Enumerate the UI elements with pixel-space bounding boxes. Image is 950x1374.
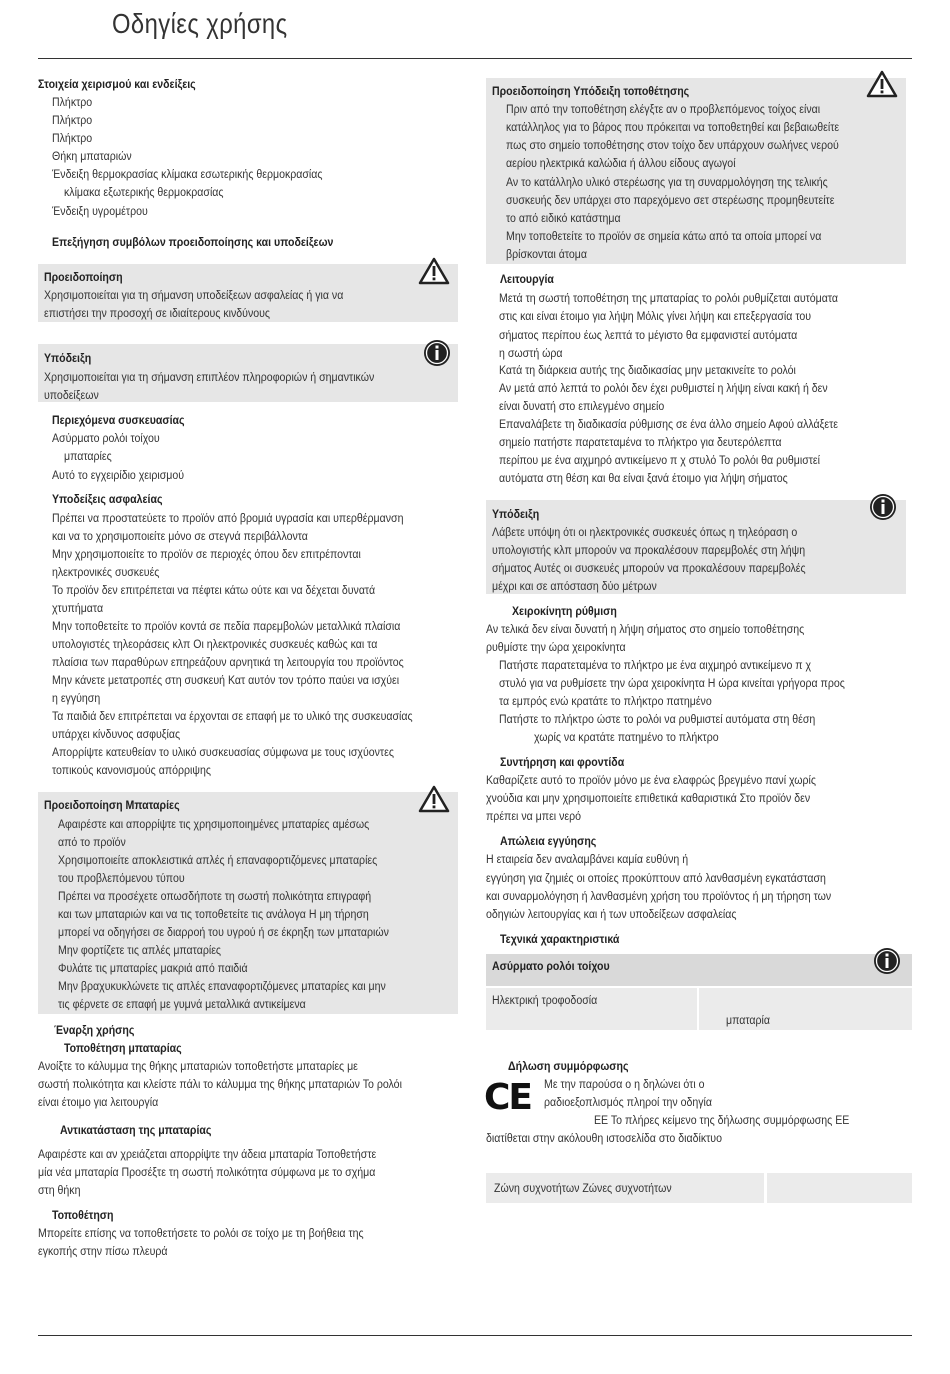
- safety-line: ηλεκτρονικές συσκευές: [52, 567, 160, 579]
- note2-line: σήματος Αυτές οι συσκευές μπορούν να προκαλέσουν παρεμβολές: [492, 563, 806, 575]
- function-heading: Λειτουργία: [500, 274, 554, 286]
- manual-heading: Χειροκίνητη ρύθμιση: [512, 606, 617, 618]
- note2-title: Υπόδειξη: [492, 509, 540, 521]
- mount-warning-line: συσκευής δεν υπάρχει στο παρεχόμενο σετ στερέωσης προμηθευτείτε: [506, 195, 835, 207]
- note-text: Χρησιμοποιείται για τη σήμανση επιπλέον πληροφοριών ή σημαντικών: [44, 372, 375, 384]
- warning-triangle-icon: [866, 70, 898, 98]
- safety-line: Μην κάνετε μετατροπές στη συσκευή Κατ αυτόν τον τρόπο παύει να ισχύει: [52, 675, 400, 687]
- footer-rule: [38, 1335, 912, 1336]
- mount-line: Μπορείτε επίσης να τοποθετήσετε το ρολόι σε τοίχο με τη βοήθεια της: [38, 1228, 364, 1240]
- tech-power-label: Ηλεκτρική τροφοδοσία: [492, 995, 598, 1007]
- warranty-line: οδηγιών λειτουργίας και ή των υποδείξεων ασφαλείας: [486, 909, 737, 921]
- tech-table-header-label: Ασύρματο ρολόι τοίχου: [492, 961, 610, 973]
- safety-line: η εγγύηση: [52, 693, 101, 705]
- control-item: Ένδειξη θερμοκρασίας κλίμακα εσωτερικής θερμοκρασίας: [52, 169, 323, 181]
- mount-warning-line: Αν το κατάλληλο υλικό στερέωσης για τη συναρμολόγηση της τελικής: [506, 177, 828, 189]
- freq-label: Ζώνη συχνοτήτων Ζώνες συχνοτήτων: [494, 1183, 672, 1195]
- function-line: Αν μετά από λεπτά το ρολόι δεν έχει ρυθμιστεί η λήψη είναι κακή ή δεν: [499, 383, 828, 395]
- manual-line: ρυθμίστε την ώρα χειροκίνητα: [486, 642, 626, 654]
- safety-line: Απορρίψτε κατευθείαν το υλικό συσκευασίας σύμφωνα με τους ισχύοντες: [52, 747, 394, 759]
- warranty-heading: Απώλεια εγγύησης: [500, 836, 597, 848]
- conformity-line: διατίθεται στην ακόλουθη ιστοσελίδα στο διαδίκτυο: [486, 1133, 722, 1145]
- battery-insert-heading: Τοποθέτηση μπαταρίας: [64, 1043, 182, 1055]
- warning-triangle-icon: [418, 785, 450, 813]
- control-item: Θήκη μπαταριών: [52, 151, 132, 163]
- startup-heading: Έναρξη χρήσης: [54, 1025, 135, 1037]
- mount-warning-line: Μην τοποθετείτε το προϊόν σε σημεία κάτω από τα οποία μπορεί να: [506, 231, 822, 243]
- manual-line: Πατήστε παρατεταμένα το πλήκτρο με ένα αιχμηρό αντικείμενο π χ: [499, 660, 812, 672]
- manual-line: στυλό για να ρυθμίσετε την ώρα χειροκίνητα Η ώρα κινείται γρήγορα προς: [499, 678, 845, 690]
- control-item: Ένδειξη υγρομέτρου: [52, 206, 148, 218]
- safety-line: υπάρχει κίνδυνος ασφυξίας: [52, 729, 181, 741]
- manual-line: Αν τελικά δεν είναι δυνατή η λήψη σήματος στο σημείο τοποθέτησης: [486, 624, 805, 636]
- contents-item: Αυτό το εγχειρίδιο χειρισμού: [52, 470, 185, 482]
- battery-insert-line: σωστή πολικότητα και κλείστε πάλι το κάλυμμα της θήκης μπαταριών Το ρολόι: [38, 1079, 402, 1091]
- battery-replace-line: Αφαιρέστε και αν χρειάζεται απορρίψτε την άδεια μπαταρία Τοποθετήστε: [38, 1149, 377, 1161]
- warranty-line: Η εταιρεία δεν αναλαμβάνει καμία ευθύνη ή: [486, 854, 689, 866]
- note2-line: υπολογιστής κλπ μπορούν να προκαλέσουν παρεμβολές στη λήψη: [492, 545, 806, 557]
- manual-line: χωρίς να κρατάτε πατημένο το πλήκτρο: [534, 732, 719, 744]
- safety-line: Πρέπει να προστατεύετε το προϊόν από βρομιά υγρασία και υπερθέρμανση: [52, 513, 404, 525]
- note2-line: Λάβετε υπόψη ότι οι ηλεκτρονικές συσκευές όπως η τηλεόραση ο: [492, 527, 798, 539]
- conformity-line: ΕΕ Το πλήρες κείμενο της δήλωσης συμμόρφωσης ΕΕ: [594, 1115, 850, 1127]
- control-item: Πλήκτρο: [52, 97, 93, 109]
- info-icon: [869, 493, 897, 521]
- note2-line: μέχρι και σε απόσταση δύο μέτρων: [492, 581, 657, 593]
- note-text: υποδείξεων: [44, 390, 99, 402]
- mount-warning-line: το από ειδικό κατάστημα: [506, 213, 621, 225]
- function-line: περίπου με ένα αιχμηρό αντικείμενο π χ στυλό Το ρολόι θα ρυθμιστεί: [499, 455, 820, 467]
- freq-value-cell: [767, 1173, 912, 1203]
- care-heading: Συντήρηση και φροντίδα: [500, 757, 625, 769]
- care-line: Καθαρίζετε αυτό το προϊόν μόνο με ένα ελαφρώς βρεγμένο πανί χωρίς: [486, 775, 816, 787]
- care-line: χνούδια και μην χρησιμοποιείτε επιθετικά καθαριστικά Στο προϊόν δεν: [486, 793, 811, 805]
- mount-warning-line: κατάλληλος για το βάρος που πρόκειται να τοποθετηθεί και βεβαιωθείτε: [506, 122, 840, 134]
- battery-insert-line: Ανοίξτε το κάλυμμα της θήκης μπαταριών τοποθετήστε μπαταρίες με: [38, 1061, 358, 1073]
- info-icon: [873, 947, 901, 975]
- contents-item: μπαταρίες: [64, 451, 112, 463]
- warning-triangle-icon: [418, 257, 450, 285]
- page-title: Οδηγίες χρήσης: [112, 8, 288, 39]
- control-item: Πλήκτρο: [52, 115, 93, 127]
- battery-warning-line: Χρησιμοποιείτε αποκλειστικά απλές ή επαναφορτιζόμενες μπαταρίες: [58, 855, 378, 867]
- battery-replace-line: στη θήκη: [38, 1185, 81, 1197]
- contents-heading: Περιεχόμενα συσκευασίας: [52, 415, 185, 427]
- function-line: Μετά τη σωστή τοποθέτηση της μπαταρίας το ρολόι ρυθμίζεται αυτόματα: [499, 293, 839, 305]
- mount-heading: Τοποθέτηση: [52, 1210, 114, 1222]
- note-title: Υπόδειξη: [44, 353, 92, 365]
- tech-power-value: μπαταρία: [726, 1015, 771, 1027]
- safety-line: χτυπήματα: [52, 603, 104, 615]
- battery-warning-line: και των μπαταριών και να τις τοποθετείτε τις ανάλογα Η μη τήρηση: [58, 909, 369, 921]
- battery-warning-title: Προειδοποίηση Μπαταρίες: [44, 800, 180, 812]
- function-line: σημείο πατήστε παρατεταμένα το πλήκτρο για δευτερόλεπτα: [499, 437, 782, 449]
- battery-warning-line: Πρέπει να προσέχετε οπωσδήποτε τη σωστή πολικότητα επιγραφή: [58, 891, 372, 903]
- control-item: κλίμακα εξωτερικής θερμοκρασίας: [64, 187, 224, 199]
- symbols-heading: Επεξήγηση συμβόλων προειδοποίησης και υποδείξεων: [52, 237, 334, 249]
- battery-warning-line: Αφαιρέστε και απορρίψτε τις χρησιμοποιημένες μπαταρίες αμέσως: [58, 819, 370, 831]
- safety-line: και να το χρησιμοποιείτε μόνο σε στεγνά περιβάλλοντα: [52, 531, 308, 543]
- function-line: είναι δυνατή στο επιλεγμένο σημείο: [499, 401, 665, 413]
- manual-line: τα εμπρός ενώ κρατάτε το πλήκτρο πατημένο: [499, 696, 712, 708]
- warning-title: Προειδοποίηση: [44, 272, 123, 284]
- ce-mark-icon: CE: [484, 1077, 532, 1118]
- safety-heading: Υποδείξεις ασφαλείας: [52, 494, 163, 506]
- safety-line: Το προϊόν δεν επιτρέπεται να πέφτει κάτω ούτε και να δέχεται δυνατά: [52, 585, 376, 597]
- controls-heading: Στοιχεία χειρισμού και ενδείξεις: [38, 79, 196, 91]
- title-rule: [38, 58, 912, 59]
- battery-warning-line: Μην βραχυκυκλώνετε τις απλές επαναφορτιζόμενες μπαταρίες και μην: [58, 981, 386, 993]
- mount-warning-line: αερίου ηλεκτρικά καλώδια ή άλλου είδους αγωγοί: [506, 158, 736, 170]
- tech-heading: Τεχνικά χαρακτηριστικά: [500, 934, 620, 946]
- battery-warning-line: μπορεί να οδηγήσει σε διαρροή του υγρού ή σε έκρηξη των μπαταριών: [58, 927, 389, 939]
- mount-warning-title: Προειδοποίηση Υπόδειξη τοποθέτησης: [492, 86, 690, 98]
- safety-line: Μην χρησιμοποιείτε το προϊόν σε περιοχές όπου δεν επιτρέπονται: [52, 549, 361, 561]
- battery-insert-line: είναι έτοιμο για λειτουργία: [38, 1097, 159, 1109]
- battery-warning-line: τις φέρνετε σε επαφή με γυμνά μεταλλικά αντικείμενα: [58, 999, 306, 1011]
- safety-line: Τα παιδιά δεν επιτρέπεται να έρχονται σε επαφή με το υλικό της συσκευασίας: [52, 711, 413, 723]
- warranty-line: και συναρμολόγηση ή λανθασμένη χρήση του προϊόντος ή μη τήρηση των: [486, 891, 832, 903]
- battery-warning-line: Φυλάτε τις μπαταρίες μακριά από παιδιά: [58, 963, 248, 975]
- conformity-line: ραδιοεξοπλισμός πληροί την οδηγία: [544, 1097, 713, 1109]
- battery-replace-heading: Αντικατάσταση της μπαταρίας: [60, 1125, 212, 1137]
- manual-line: Πατήστε το πλήκτρο ώστε το ρολόι να ρυθμιστεί αυτόματα στη θέση: [499, 714, 816, 726]
- conformity-heading: Δήλωση συμμόρφωσης: [508, 1061, 629, 1073]
- warning-text: επιστήσει την προσοχή σε ιδιαίτερους κινδύνους: [44, 308, 271, 320]
- function-line: Επαναλάβετε τη διαδικασία ρύθμισης σε ένα άλλο σημείο Αφού αλλάξετε: [499, 419, 838, 431]
- battery-warning-line: του προβλεπόμενου τύπου: [58, 873, 185, 885]
- function-line: αυτόματα στη θέση και θα είναι ξανά έτοιμο για λήψη σήματος: [499, 473, 788, 485]
- conformity-line: Με την παρούσα ο η δηλώνει ότι ο: [544, 1079, 705, 1091]
- function-line: σήματος περίπου έως λεπτά το μέγιστο θα εμφανιστεί αυτόματα: [499, 330, 798, 342]
- function-line: στις και είναι έτοιμο για λήψη Μόλις γίνει λήψη και επεξεργασία του: [499, 311, 812, 323]
- mount-warning-line: Πριν από την τοποθέτηση ελέγξτε αν ο προβλεπόμενος τοίχος είναι: [506, 104, 821, 116]
- mount-warning-line: πως στο σημείο τοποθέτησης στον τοίχο δεν υπάρχουν σωλήνες νερού: [506, 140, 839, 152]
- contents-item: Ασύρματο ρολόι τοίχου: [52, 433, 160, 445]
- warning-text: Χρησιμοποιείται για τη σήμανση υποδείξεων ασφαλείας ή για να: [44, 290, 344, 302]
- info-icon: [423, 339, 451, 367]
- function-line: η σωστή ώρα: [499, 348, 563, 360]
- battery-replace-line: μία νέα μπαταρία Προσέξτε τη σωστή πολικότητα σύμφωνα με το σχήμα: [38, 1167, 376, 1179]
- control-item: Πλήκτρο: [52, 133, 93, 145]
- function-line: Κατά τη διάρκεια αυτής της διαδικασίας μην μετακινείτε το ρολόι: [499, 365, 796, 377]
- care-line: πρέπει να μπει νερό: [486, 811, 582, 823]
- battery-warning-line: Μην φορτίζετε τις απλές μπαταρίες: [58, 945, 222, 957]
- safety-line: πλαίσια των παραθύρων επηρεάζουν αρνητικά τη λειτουργία του προϊόντος: [52, 657, 404, 669]
- warranty-line: εγγύηση για ζημιές οι οποίες προκύπτουν από λανθασμένη εγκατάσταση: [486, 873, 826, 885]
- battery-warning-line: από το προϊόν: [58, 837, 126, 849]
- safety-line: Μην τοποθετείτε το προϊόν κοντά σε πεδία παρεμβολών μεταλλικά πλαίσια: [52, 621, 401, 633]
- safety-line: υπολογιστές τηλεοράσεις κλπ Οι ηλεκτρονικές συσκευές καθώς και τα: [52, 639, 378, 651]
- mount-warning-line: βρίσκονται άτομα: [506, 249, 588, 261]
- mount-line: εγκοπής στην πίσω πλευρά: [38, 1246, 168, 1258]
- safety-line: τοπικούς κανονισμούς απόρριψης: [52, 765, 211, 777]
